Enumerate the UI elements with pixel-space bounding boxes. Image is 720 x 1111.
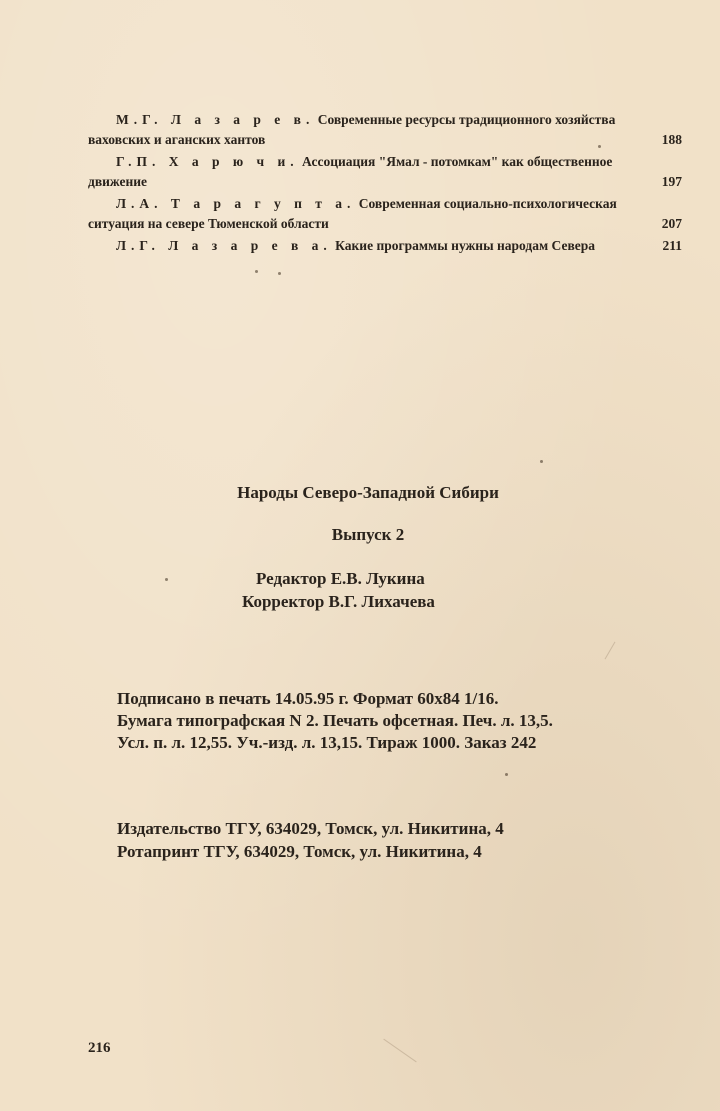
paper-speck [540,460,543,463]
toc-title-continued: ситуация на севере Тюменской области [88,216,329,231]
imprint-line: Усл. п. л. 12,55. Уч.-изд. л. 13,15. Тираж 1000. Заказ 242 [117,733,537,752]
toc-title-continued: ваховских и аганских хантов [88,132,266,147]
paper-speck [505,773,508,776]
imprint-line: Бумага типографская N 2. Печать офсетная. Печ. л. 13,5. [117,711,553,730]
toc-entry [88,236,682,256]
toc-page-number: 197 [661,174,682,189]
issue-number: Выпуск 2 [331,525,405,544]
editor-line: Редактор Е.В. Лукина [256,569,425,588]
paper-speck [165,578,168,581]
publisher-line: Издательство ТГУ, 634029, Томск, ул. Никитина, 4 [117,819,504,838]
toc-page-number: 207 [661,216,682,231]
toc-entry [88,152,682,192]
toc-title: Современная социально-психологическая [358,196,617,211]
toc-title: Современные ресурсы традиционного хозяйства [317,112,616,127]
toc-page-number: 188 [661,132,682,147]
paper-speck [598,145,601,148]
imprint-details [117,688,553,754]
toc-author: М.Г. Л а з а р е в. [116,112,315,127]
imprint-line: Подписано в печать 14.05.95 г. Формат 60х84 1/16. [117,689,499,708]
toc-author: Г.П. Х а р ю ч и. [116,154,299,169]
credits [242,567,435,613]
corrector-line: Корректор В.Г. Лихачева [242,592,435,611]
page-number: 216 [88,1040,111,1056]
paper-speck [278,272,281,275]
toc-title: Ассоциация "Ямал - потомкам" как общественное [302,154,613,169]
paper-speck [255,270,258,273]
paper-crease [605,642,616,660]
paper-crease [383,1039,416,1063]
publisher-info [117,817,504,863]
table-of-contents [88,110,682,258]
printer-line: Ротапринт ТГУ, 634029, Томск, ул. Никитина, 4 [117,842,482,861]
toc-title: Какие программы нужны народам Севера [335,238,595,253]
toc-title-continued: движение [88,174,148,189]
toc-author: Л.Г. Л а з а р е в а. [116,238,332,253]
toc-entry [88,110,682,150]
toc-author: Л.А. Т а р а г у п т а. [116,196,356,211]
book-title: Народы Северо-Западной Сибири [237,483,499,502]
toc-entry [88,194,682,234]
toc-page-number: 211 [662,238,682,253]
